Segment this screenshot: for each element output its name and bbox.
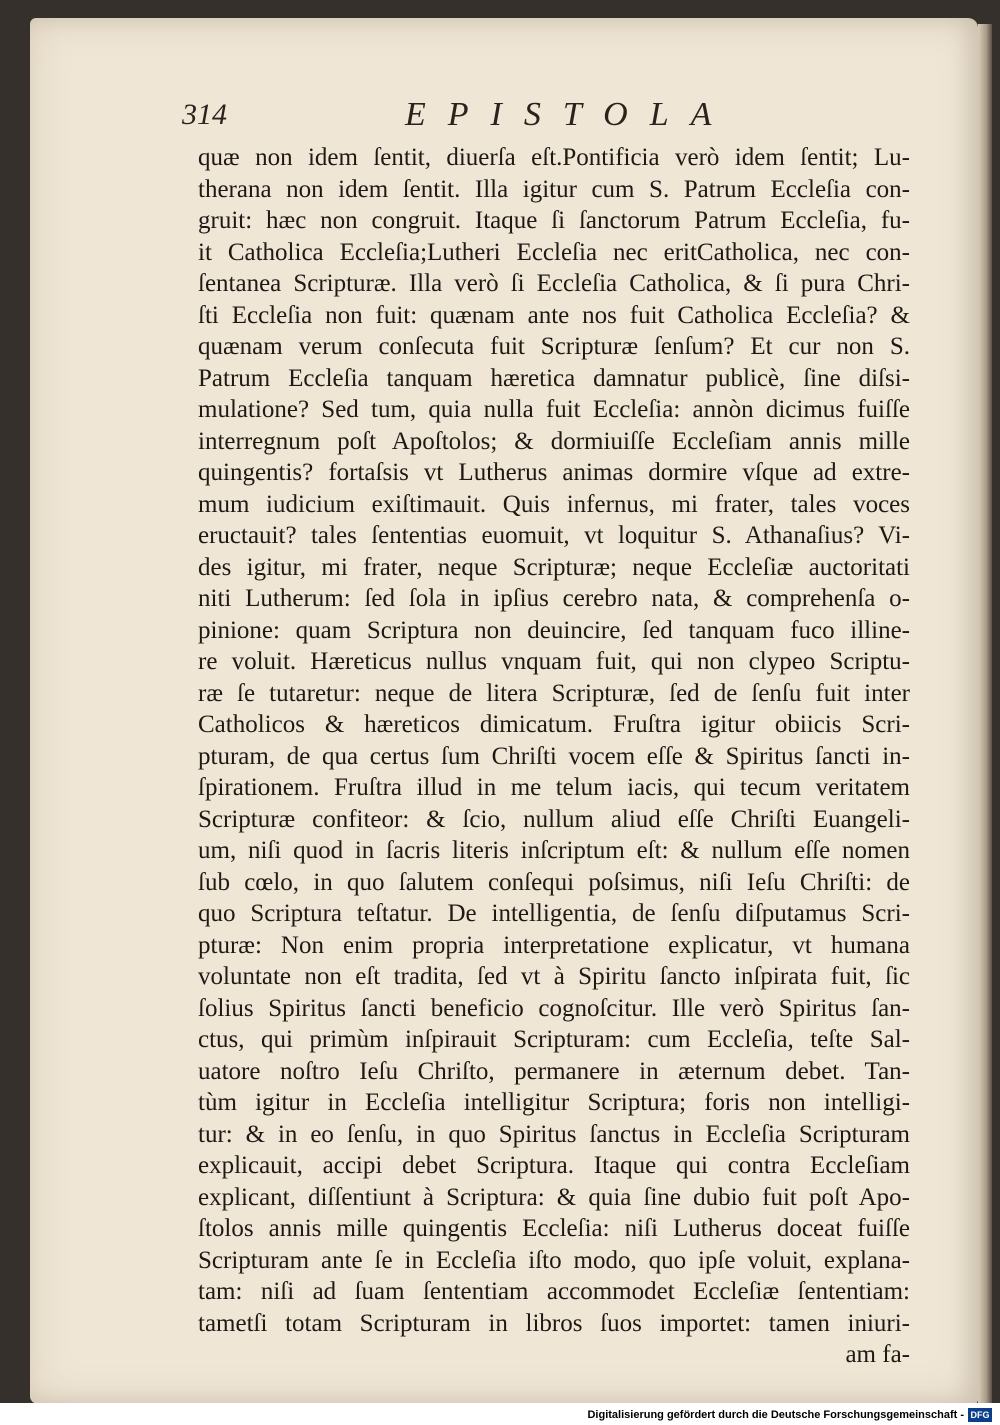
text-line: tametſi totam Scripturam in libros ſuos importet: tamen iniuri- — [198, 1309, 910, 1337]
text-line: ſolius Spiritus ſancti beneficio cognoſcitur. Ille verò Spiritus ſan- — [198, 994, 910, 1022]
text-line: ſtolos annis mille quingentis Eccleſia: niſi Lutherus doceat fuiſſe — [198, 1215, 910, 1242]
text-line: mulatione? Sed tum, quia nulla fuit Eccleſia: annòn dicimus fuiſſe — [198, 396, 910, 423]
text-line: interregnum poſt Apoſtolos; & dormiuiſſe Eccleſiam annis mille — [198, 427, 910, 455]
text-line: gruit: hæc non congruit. Itaque ſi ſanctorum Patrum Eccleſia, fu- — [198, 207, 910, 234]
text-line: therana non idem ſentit. Illa igitur cum S. Patrum Eccleſia con- — [198, 175, 910, 203]
text-line: quænam verum conſecuta fuit Scripturæ ſenſum? Et cur non S. — [198, 333, 910, 360]
text-line: uatore noſtro Ieſu Chriſto, permanere in æternum debet. Tan- — [198, 1057, 910, 1085]
text-line: des igitur, mi frater, neque Scripturæ; neque Eccleſiæ auctoritati — [198, 553, 910, 581]
text-line: mum iudicium exiſtimauit. Quis infernus, mi frater, tales voces — [198, 490, 910, 518]
text-line: pturæ: Non enim propria interpretatione explicatur, vt humana — [198, 931, 910, 959]
text-line: explicauit, accipi debet Scriptura. Itaque qui contra Eccleſiam — [198, 1152, 910, 1179]
text-line: um, niſi quod in ſacris literis inſcriptum eſt: & nullum eſſe nomen — [198, 837, 910, 864]
text-line: ræ ſe tutaretur: neque de litera Scripturæ, ſed de ſenſu fuit inter — [198, 679, 910, 707]
text-line: tam: niſi ad ſuam ſententiam accommodet Eccleſiæ ſententiam: — [198, 1278, 910, 1305]
text-line: Scripturam ante ſe in Eccleſia iſto modo, quo ipſe voluit, explana- — [198, 1246, 910, 1274]
text-line: niti Lutherum: ſed ſola in ipſius cerebro nata, & comprehenſa o- — [198, 585, 910, 612]
text-line: quo Scriptura teſtatur. De intelligentia, de ſenſu diſputamus Scri- — [198, 900, 910, 927]
text-line: tùm igitur in Eccleſia intelligitur Scriptura; foris non intelligi- — [198, 1089, 910, 1116]
text-line: ſti Eccleſia non fuit: quænam ante nos fuit Catholica Eccleſia? & — [198, 301, 910, 329]
text-line: Patrum Eccleſia tanquam hæretica damnatur publicè, ſine diſsi- — [198, 364, 910, 392]
page-number: 314 — [182, 98, 227, 131]
running-head — [182, 96, 910, 136]
text-line: quingentis? fortaſsis vt Lutherus animas dormire vſque ad extre- — [198, 459, 910, 486]
text-line: Catholicos & hæreticos dimicatum. Fruſtra igitur obiicis Scri- — [198, 711, 910, 738]
text-line: explicant, diſſentiunt à Scriptura: & quia ſine dubio fuit poſt Apo- — [198, 1183, 910, 1211]
text-line: Scripturæ confiteor: & ſcio, nullum aliud eſſe Chriſti Euangeli- — [198, 805, 910, 833]
text-line: pinione: quam Scriptura non deuincire, ſed tanquam fuco illine- — [198, 616, 910, 644]
text-line: eructauit? tales ſententias euomuit, vt loquitur S. Athanaſius? Vi- — [198, 522, 910, 549]
text-line: tur: & in eo ſenſu, in quo Spiritus ſanctus in Eccleſia Scripturam — [198, 1120, 910, 1148]
dfg-logo: DFG — [968, 1408, 992, 1422]
text-line: ſub cœlo, in quo ſalutem conſequi poſsimus, niſi Ieſu Chriſti: de — [198, 868, 910, 896]
text-line: ctus, qui primùm inſpirauit Scripturam: cum Eccleſia, teſte Sal- — [198, 1026, 910, 1053]
body-text — [198, 142, 910, 1371]
page-title: EPISTOLA — [405, 96, 734, 133]
footer-credit: Digitalisierung gefördert durch die Deutsche Forschungsgemeinschaft - — [587, 1409, 964, 1421]
footer-bar — [0, 1403, 1000, 1425]
catchword: am fa- — [845, 1341, 910, 1368]
text-line: voluntate non eſt tradita, ſed vt à Spiritu ſancto inſpirata fuit, ſic — [198, 963, 910, 990]
text-line: re voluit. Hæreticus nullus vnquam fuit, qui non clypeo Scriptu- — [198, 648, 910, 675]
text-line: quæ non idem ſentit, diuerſa eſt.Pontificia verò idem ſentit; Lu- — [198, 144, 910, 171]
page-edge — [978, 24, 992, 1404]
text-line: pturam, de qua certus ſum Chriſti vocem eſſe & Spiritus ſancti in- — [198, 742, 910, 770]
text-line: it Catholica Eccleſia;Lutheri Eccleſia nec eritCatholica, nec con- — [198, 238, 910, 266]
text-line: ſentanea Scripturæ. Illa verò ſi Eccleſia Catholica, & ſi pura Chri- — [198, 270, 910, 297]
text-line: ſpirationem. Fruſtra illud in me telum iacis, qui tecum veritatem — [198, 774, 910, 801]
